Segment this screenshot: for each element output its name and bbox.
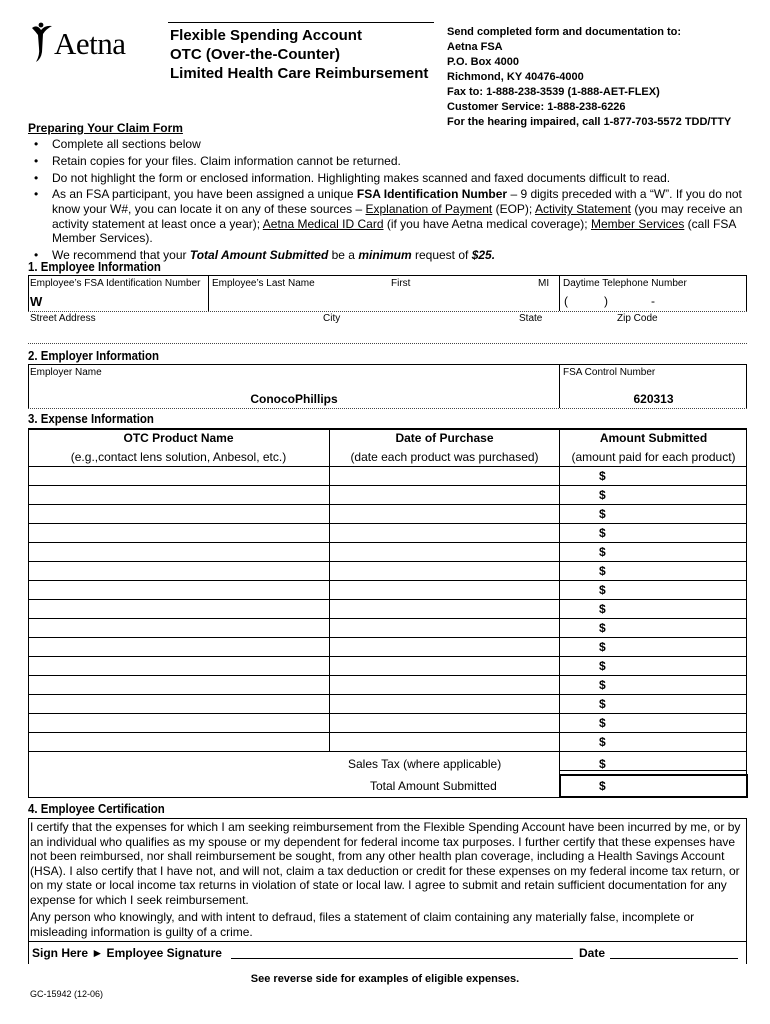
last-name-label: Employee’s Last Name [212, 278, 315, 289]
otc-product-field[interactable] [29, 619, 328, 636]
send-line: Customer Service: 1-888-238-6226 [447, 101, 626, 113]
purchase-date-field[interactable] [330, 505, 559, 522]
dollar-sign: $ [599, 697, 606, 711]
list-item: • Retain copies for your files. Claim information cannot be returned. [34, 154, 746, 169]
purchase-date-field[interactable] [330, 714, 559, 731]
send-line: For the hearing impaired, call 1-877-703-5572 TDD/TTY [447, 116, 732, 128]
preparing-heading: Preparing Your Claim Form [28, 121, 183, 135]
dollar-sign: $ [599, 640, 606, 654]
otc-product-field[interactable] [29, 581, 328, 598]
otc-product-field[interactable] [29, 543, 328, 560]
sign-here-label: Sign Here ► Employee Signature [32, 946, 222, 960]
form-title-line-1: Flexible Spending Account [170, 27, 362, 44]
state-label: State [519, 313, 543, 324]
send-line: Send completed form and documentation to: [447, 26, 682, 38]
otc-product-field[interactable] [29, 695, 328, 712]
purchase-date-field[interactable] [330, 619, 559, 636]
section-3-heading: 3. Expense Information [28, 411, 154, 426]
purchase-date-field[interactable] [330, 543, 559, 560]
form-title-line-2: OTC (Over-the-Counter) [170, 46, 340, 63]
fsa-control-field[interactable]: 620313 [633, 392, 674, 406]
divider [746, 275, 747, 311]
eop-link: Explanation of Payment [365, 201, 493, 216]
divider [28, 343, 747, 344]
otc-product-field[interactable] [29, 486, 328, 503]
total-amount-box[interactable] [559, 774, 748, 798]
divider [329, 428, 330, 751]
otc-product-field[interactable] [29, 657, 328, 674]
total-label: Total Amount Submitted [370, 779, 497, 793]
employer-name-label: Employer Name [30, 367, 102, 378]
otc-product-field[interactable] [29, 600, 328, 617]
phone-field[interactable] [570, 290, 744, 309]
dollar-sign: $ [599, 735, 606, 749]
purchase-date-field[interactable] [330, 467, 559, 484]
fsa-id-label: Employee’s FSA Identification Number [30, 278, 201, 289]
phone-label: Daytime Telephone Number [563, 278, 687, 289]
first-name-label: First [391, 278, 411, 289]
purchase-date-field[interactable] [330, 733, 559, 750]
logo-wordmark: Aetna [54, 26, 126, 61]
otc-product-field[interactable] [29, 638, 328, 655]
address-field[interactable] [30, 324, 745, 342]
city-label: City [323, 313, 341, 324]
otc-product-field[interactable] [29, 714, 328, 731]
section-4-heading: 4. Employee Certification [28, 801, 165, 816]
form-title-line-3: Limited Health Care Reimbursement [170, 65, 429, 82]
section-1-heading: 1. Employee Information [28, 259, 161, 274]
street-label: Street Address [30, 313, 96, 324]
divider [559, 275, 560, 311]
certification-paragraph: I certify that the expenses for which I am seeking reimbursement from the Flexible Spending Account have been incurred by me, or by an individual who qualifies as my spouse or my dependent for federal income tax purposes. I further certify that these expenses have not been reimbursed, nor shall reimbursement be sought, from any other health plan coverage, including a Health Savings Account (HSA). I also certify that I have not, and will not, claim a tax deduction or credit for these expenses on my federal income tax return, or on my state or local income tax returns in violation of state or local law. I agree to submit and retain sufficient documentation for any expense for which I seek reimbursement. [30, 820, 741, 907]
send-line: P.O. Box 4000 [447, 56, 519, 68]
dollar-sign: $ [599, 621, 606, 635]
send-to-address [447, 25, 731, 130]
otc-product-field[interactable] [29, 562, 328, 579]
send-line: Richmond, KY 40476-4000 [447, 71, 584, 83]
purchase-date-field[interactable] [330, 562, 559, 579]
send-line: Fax to: 1-888-238-3539 (1-888-AET-FLEX) [447, 86, 660, 98]
divider [746, 364, 747, 408]
employer-name-field[interactable]: ConocoPhillips [250, 392, 338, 406]
divider [559, 770, 747, 771]
list-item: • Complete all sections below [34, 137, 746, 152]
fsa-control-label: FSA Control Number [563, 367, 656, 378]
dollar-sign: $ [599, 564, 606, 578]
purchase-date-field[interactable] [330, 657, 559, 674]
dollar-sign: $ [599, 488, 606, 502]
col-amount-header: Amount Submitted [599, 431, 708, 445]
phone-area-open: ( [564, 294, 568, 308]
signature-line[interactable] [231, 958, 573, 959]
purchase-date-field[interactable] [330, 600, 559, 617]
col-otc-product-header: OTC Product Name [123, 431, 234, 445]
dollar-sign: $ [599, 507, 606, 521]
col-date-header: Date of Purchase [395, 431, 494, 445]
purchase-date-field[interactable] [330, 486, 559, 503]
divider [28, 364, 29, 408]
otc-product-field[interactable] [29, 733, 328, 750]
reverse-side-note: See reverse side for examples of eligible expenses. [250, 973, 520, 985]
purchase-date-field[interactable] [330, 638, 559, 655]
list-item: • We recommend that your Total Amount Submitted be a minimum request of $25. [34, 248, 746, 263]
send-line: Aetna FSA [447, 41, 503, 53]
purchase-date-field[interactable] [330, 676, 559, 693]
col-amount-sub: (amount paid for each product) [571, 450, 736, 464]
otc-product-field[interactable] [29, 467, 328, 484]
dollar-sign: $ [599, 757, 606, 771]
dollar-sign: $ [599, 469, 606, 483]
otc-product-field[interactable] [29, 524, 328, 541]
dollar-sign: $ [599, 716, 606, 730]
section-2-heading: 2. Employer Information [28, 348, 159, 363]
phone-area-close: ) [604, 294, 608, 308]
dollar-sign: $ [599, 583, 606, 597]
certification-text [30, 820, 746, 939]
otc-product-field[interactable] [29, 676, 328, 693]
last-name-field[interactable] [212, 290, 558, 309]
date-line[interactable] [610, 958, 738, 959]
divider [28, 364, 747, 365]
purchase-date-field[interactable] [330, 581, 559, 598]
divider [28, 275, 29, 311]
sales-tax-label: Sales Tax (where applicable) [348, 757, 502, 771]
divider [28, 275, 747, 276]
divider [28, 311, 747, 312]
col-date-sub: (date each product was purchased) [350, 450, 539, 464]
dollar-sign: $ [599, 545, 606, 559]
list-item: • As an FSA participant, you have been assigned a unique FSA Identification Number – 9 digits preceded with a “W”. If you do not know your W#, you can locate it on any of these sources – Explanation of Payment (EOP); Activity Statement (you may receive an activity statement at least once a year); Aetna Medical ID Card (if you have Aetna medical coverage); Member Services (call FSA Member Services). [34, 187, 746, 245]
zip-label: Zip Code [617, 313, 658, 324]
purchase-date-field[interactable] [330, 695, 559, 712]
divider [208, 275, 209, 311]
dollar-sign: $ [599, 602, 606, 616]
divider [28, 751, 747, 752]
list-item: • Do not highlight the form or enclosed information. Highlighting makes scanned and faxed documents difficult to read. [34, 171, 746, 186]
divider [28, 408, 747, 409]
divider [559, 364, 560, 408]
form-title [170, 26, 428, 83]
dollar-sign: $ [599, 659, 606, 673]
otc-product-field[interactable] [29, 505, 328, 522]
title-rule [168, 22, 434, 23]
dollar-sign: $ [599, 678, 606, 692]
fsa-id-field[interactable]: W [30, 294, 43, 309]
aetna-logo [28, 22, 140, 64]
divider [559, 428, 560, 798]
purchase-date-field[interactable] [330, 524, 559, 541]
col-otc-product-sub: (e.g.,contact lens solution, Anbesol, etc.) [70, 450, 287, 464]
dollar-sign: $ [599, 526, 606, 540]
preparing-list [34, 137, 746, 265]
fraud-warning: Any person who knowingly, and with intent to defraud, files a statement of claim containing any materially false, incomplete or misleading information is guilty of a crime. [30, 910, 695, 939]
date-label: Date [579, 946, 606, 960]
dollar-sign: $ [599, 779, 606, 793]
divider [28, 941, 747, 942]
form-code: GC-15942 (12-06) [30, 989, 104, 999]
phone-dash: - [651, 294, 655, 308]
mi-label: MI [538, 278, 550, 289]
